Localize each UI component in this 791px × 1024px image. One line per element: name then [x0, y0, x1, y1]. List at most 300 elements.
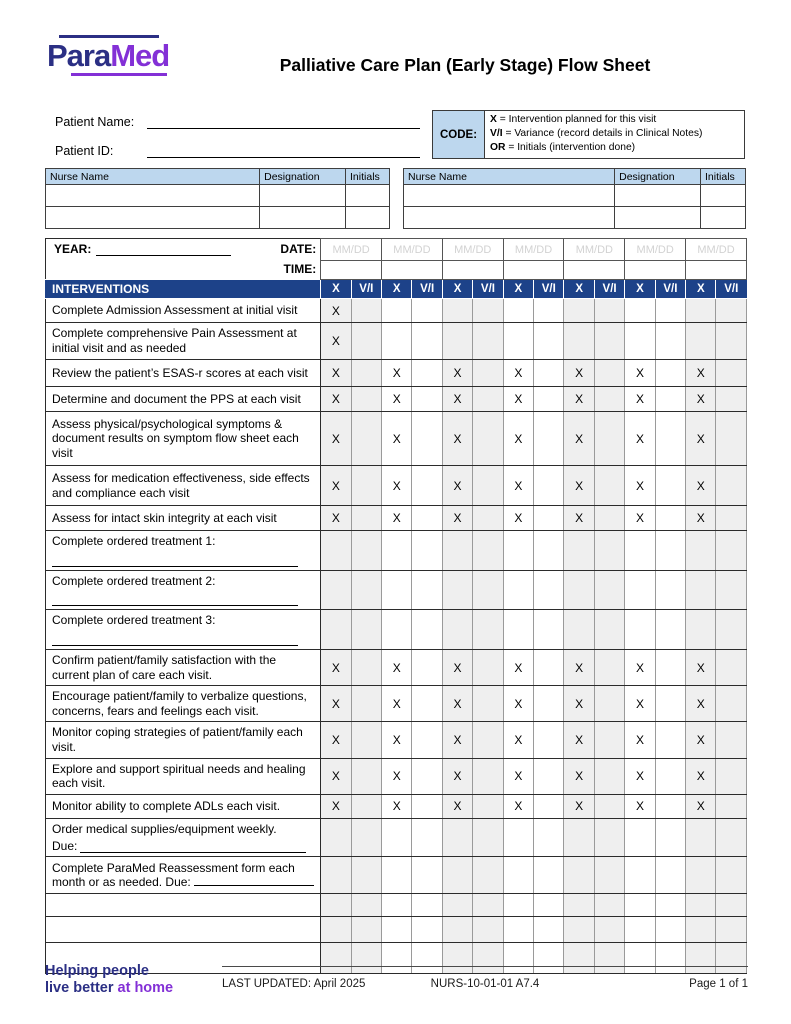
- visit-vi-cell[interactable]: [594, 794, 624, 818]
- visit-vi-cell[interactable]: [412, 894, 442, 917]
- visit-x-cell[interactable]: X: [382, 649, 412, 685]
- visit-x-cell[interactable]: X: [625, 794, 655, 818]
- due-date-field[interactable]: [80, 841, 306, 853]
- visit-vi-cell[interactable]: [534, 857, 564, 894]
- visit-x-cell[interactable]: [382, 299, 412, 323]
- visit-vi-cell[interactable]: [594, 722, 624, 758]
- visit-vi-cell[interactable]: [655, 610, 685, 650]
- visit-x-cell[interactable]: [382, 857, 412, 894]
- visit-vi-cell[interactable]: [412, 323, 442, 360]
- visit-date-field[interactable]: MM/DD: [382, 239, 443, 261]
- visit-x-cell[interactable]: X: [382, 466, 412, 506]
- visit-vi-cell[interactable]: [412, 818, 442, 856]
- visit-vi-cell[interactable]: [473, 387, 503, 412]
- visit-vi-cell[interactable]: [716, 531, 747, 571]
- visit-vi-cell[interactable]: [412, 649, 442, 685]
- visit-x-cell[interactable]: [625, 570, 655, 610]
- visit-x-cell[interactable]: X: [564, 722, 594, 758]
- visit-x-cell[interactable]: [382, 818, 412, 856]
- visit-vi-cell[interactable]: [716, 412, 747, 466]
- visit-x-cell[interactable]: [686, 894, 716, 917]
- visit-vi-cell[interactable]: [534, 794, 564, 818]
- visit-x-cell[interactable]: [625, 323, 655, 360]
- visit-vi-cell[interactable]: [655, 412, 685, 466]
- visit-vi-cell[interactable]: [412, 686, 442, 722]
- visit-vi-cell[interactable]: [594, 323, 624, 360]
- visit-x-cell[interactable]: [625, 531, 655, 571]
- visit-vi-cell[interactable]: [594, 506, 624, 531]
- visit-vi-cell[interactable]: [534, 818, 564, 856]
- visit-vi-cell[interactable]: [473, 466, 503, 506]
- visit-x-cell[interactable]: [686, 943, 716, 974]
- visit-x-cell[interactable]: [442, 570, 472, 610]
- visit-vi-cell[interactable]: [351, 506, 381, 531]
- visit-vi-cell[interactable]: [534, 917, 564, 943]
- visit-x-cell[interactable]: X: [625, 722, 655, 758]
- visit-x-cell[interactable]: X: [564, 686, 594, 722]
- visit-vi-cell[interactable]: [534, 610, 564, 650]
- visit-vi-cell[interactable]: [412, 943, 442, 974]
- visit-vi-cell[interactable]: [534, 299, 564, 323]
- visit-x-cell[interactable]: X: [503, 794, 533, 818]
- visit-vi-cell[interactable]: [473, 360, 503, 387]
- visit-x-cell[interactable]: [503, 299, 533, 323]
- visit-x-cell[interactable]: [442, 299, 472, 323]
- visit-vi-cell[interactable]: [412, 387, 442, 412]
- visit-x-cell[interactable]: [564, 610, 594, 650]
- visit-x-cell[interactable]: X: [625, 412, 655, 466]
- visit-vi-cell[interactable]: [594, 610, 624, 650]
- visit-vi-cell[interactable]: [534, 531, 564, 571]
- visit-vi-cell[interactable]: [473, 818, 503, 856]
- visit-x-cell[interactable]: X: [686, 466, 716, 506]
- visit-x-cell[interactable]: X: [564, 649, 594, 685]
- visit-vi-cell[interactable]: [594, 570, 624, 610]
- visit-vi-cell[interactable]: [716, 506, 747, 531]
- visit-vi-cell[interactable]: [351, 466, 381, 506]
- visit-x-cell[interactable]: [382, 531, 412, 571]
- visit-x-cell[interactable]: [503, 610, 533, 650]
- visit-x-cell[interactable]: [503, 323, 533, 360]
- visit-x-cell[interactable]: X: [321, 412, 351, 466]
- visit-x-cell[interactable]: X: [321, 649, 351, 685]
- visit-x-cell[interactable]: [564, 531, 594, 571]
- visit-vi-cell[interactable]: [473, 686, 503, 722]
- visit-x-cell[interactable]: X: [686, 686, 716, 722]
- visit-x-cell[interactable]: [503, 917, 533, 943]
- visit-vi-cell[interactable]: [473, 943, 503, 974]
- visit-vi-cell[interactable]: [534, 686, 564, 722]
- visit-x-cell[interactable]: X: [442, 506, 472, 531]
- visit-x-cell[interactable]: X: [442, 360, 472, 387]
- visit-vi-cell[interactable]: [473, 857, 503, 894]
- visit-vi-cell[interactable]: [351, 758, 381, 794]
- visit-vi-cell[interactable]: [716, 857, 747, 894]
- visit-vi-cell[interactable]: [534, 722, 564, 758]
- visit-date-field[interactable]: MM/DD: [503, 239, 564, 261]
- visit-x-cell[interactable]: X: [686, 722, 716, 758]
- visit-vi-cell[interactable]: [351, 686, 381, 722]
- visit-vi-cell[interactable]: [473, 758, 503, 794]
- visit-x-cell[interactable]: X: [564, 360, 594, 387]
- visit-x-cell[interactable]: X: [564, 387, 594, 412]
- visit-vi-cell[interactable]: [655, 686, 685, 722]
- visit-date-field[interactable]: MM/DD: [686, 239, 747, 261]
- visit-vi-cell[interactable]: [594, 412, 624, 466]
- visit-x-cell[interactable]: X: [564, 506, 594, 531]
- visit-vi-cell[interactable]: [534, 387, 564, 412]
- visit-vi-cell[interactable]: [412, 917, 442, 943]
- visit-x-cell[interactable]: [503, 531, 533, 571]
- visit-x-cell[interactable]: X: [321, 722, 351, 758]
- visit-vi-cell[interactable]: [412, 412, 442, 466]
- nurse-entry-cell[interactable]: [615, 207, 701, 229]
- visit-time-field[interactable]: [382, 261, 443, 280]
- visit-x-cell[interactable]: X: [442, 722, 472, 758]
- visit-vi-cell[interactable]: [716, 570, 747, 610]
- visit-vi-cell[interactable]: [351, 649, 381, 685]
- nurse-entry-cell[interactable]: [260, 185, 346, 207]
- visit-x-cell[interactable]: [564, 323, 594, 360]
- visit-vi-cell[interactable]: [716, 610, 747, 650]
- visit-x-cell[interactable]: X: [503, 686, 533, 722]
- nurse-entry-cell[interactable]: [404, 207, 615, 229]
- visit-time-field[interactable]: [686, 261, 747, 280]
- visit-x-cell[interactable]: [442, 894, 472, 917]
- visit-vi-cell[interactable]: [655, 649, 685, 685]
- visit-vi-cell[interactable]: [473, 506, 503, 531]
- visit-vi-cell[interactable]: [655, 531, 685, 571]
- patient-id-field[interactable]: [147, 142, 420, 158]
- visit-vi-cell[interactable]: [351, 857, 381, 894]
- visit-vi-cell[interactable]: [351, 943, 381, 974]
- visit-x-cell[interactable]: X: [686, 794, 716, 818]
- visit-vi-cell[interactable]: [473, 299, 503, 323]
- visit-x-cell[interactable]: X: [442, 466, 472, 506]
- visit-vi-cell[interactable]: [655, 360, 685, 387]
- visit-vi-cell[interactable]: [351, 360, 381, 387]
- visit-x-cell[interactable]: [686, 323, 716, 360]
- visit-vi-cell[interactable]: [655, 387, 685, 412]
- nurse-entry-cell[interactable]: [346, 207, 390, 229]
- visit-x-cell[interactable]: X: [625, 387, 655, 412]
- visit-vi-cell[interactable]: [594, 649, 624, 685]
- visit-x-cell[interactable]: [321, 818, 351, 856]
- visit-vi-cell[interactable]: [534, 360, 564, 387]
- visit-x-cell[interactable]: X: [686, 649, 716, 685]
- visit-x-cell[interactable]: X: [686, 412, 716, 466]
- visit-vi-cell[interactable]: [716, 722, 747, 758]
- visit-x-cell[interactable]: X: [442, 794, 472, 818]
- visit-vi-cell[interactable]: [412, 722, 442, 758]
- visit-vi-cell[interactable]: [716, 894, 747, 917]
- visit-x-cell[interactable]: X: [442, 412, 472, 466]
- visit-vi-cell[interactable]: [594, 758, 624, 794]
- visit-vi-cell[interactable]: [594, 466, 624, 506]
- visit-date-field[interactable]: MM/DD: [321, 239, 382, 261]
- visit-vi-cell[interactable]: [594, 943, 624, 974]
- visit-x-cell[interactable]: X: [686, 387, 716, 412]
- visit-x-cell[interactable]: [382, 894, 412, 917]
- visit-x-cell[interactable]: [321, 610, 351, 650]
- visit-vi-cell[interactable]: [473, 412, 503, 466]
- visit-vi-cell[interactable]: [594, 857, 624, 894]
- visit-x-cell[interactable]: [382, 610, 412, 650]
- visit-x-cell[interactable]: X: [382, 722, 412, 758]
- visit-vi-cell[interactable]: [534, 758, 564, 794]
- visit-vi-cell[interactable]: [655, 570, 685, 610]
- nurse-entry-cell[interactable]: [701, 185, 746, 207]
- visit-vi-cell[interactable]: [351, 794, 381, 818]
- visit-vi-cell[interactable]: [534, 649, 564, 685]
- visit-x-cell[interactable]: X: [442, 758, 472, 794]
- visit-x-cell[interactable]: [564, 943, 594, 974]
- visit-x-cell[interactable]: [442, 531, 472, 571]
- visit-vi-cell[interactable]: [351, 323, 381, 360]
- visit-x-cell[interactable]: [442, 818, 472, 856]
- visit-vi-cell[interactable]: [534, 412, 564, 466]
- visit-vi-cell[interactable]: [655, 894, 685, 917]
- visit-x-cell[interactable]: [686, 917, 716, 943]
- visit-x-cell[interactable]: X: [564, 412, 594, 466]
- visit-vi-cell[interactable]: [655, 818, 685, 856]
- visit-vi-cell[interactable]: [473, 649, 503, 685]
- visit-vi-cell[interactable]: [594, 299, 624, 323]
- visit-x-cell[interactable]: [625, 943, 655, 974]
- visit-vi-cell[interactable]: [351, 412, 381, 466]
- visit-x-cell[interactable]: X: [382, 758, 412, 794]
- visit-time-field[interactable]: [503, 261, 564, 280]
- nurse-entry-cell[interactable]: [701, 207, 746, 229]
- visit-vi-cell[interactable]: [716, 686, 747, 722]
- visit-x-cell[interactable]: X: [442, 686, 472, 722]
- year-field[interactable]: [96, 242, 231, 256]
- visit-x-cell[interactable]: [321, 943, 351, 974]
- visit-x-cell[interactable]: [564, 570, 594, 610]
- visit-x-cell[interactable]: X: [503, 412, 533, 466]
- visit-vi-cell[interactable]: [412, 299, 442, 323]
- visit-x-cell[interactable]: X: [321, 299, 351, 323]
- visit-x-cell[interactable]: X: [442, 649, 472, 685]
- visit-x-cell[interactable]: [442, 857, 472, 894]
- visit-vi-cell[interactable]: [655, 722, 685, 758]
- visit-time-field[interactable]: [625, 261, 686, 280]
- visit-x-cell[interactable]: [442, 610, 472, 650]
- visit-x-cell[interactable]: [382, 570, 412, 610]
- visit-x-cell[interactable]: X: [625, 649, 655, 685]
- visit-x-cell[interactable]: [442, 917, 472, 943]
- visit-x-cell[interactable]: X: [503, 466, 533, 506]
- visit-vi-cell[interactable]: [716, 323, 747, 360]
- visit-vi-cell[interactable]: [594, 917, 624, 943]
- visit-x-cell[interactable]: X: [382, 794, 412, 818]
- visit-x-cell[interactable]: [625, 894, 655, 917]
- visit-x-cell[interactable]: [625, 917, 655, 943]
- visit-vi-cell[interactable]: [716, 649, 747, 685]
- visit-vi-cell[interactable]: [594, 686, 624, 722]
- visit-vi-cell[interactable]: [655, 758, 685, 794]
- visit-x-cell[interactable]: X: [321, 466, 351, 506]
- visit-vi-cell[interactable]: [351, 722, 381, 758]
- visit-date-field[interactable]: MM/DD: [625, 239, 686, 261]
- visit-x-cell[interactable]: X: [321, 360, 351, 387]
- visit-x-cell[interactable]: [382, 943, 412, 974]
- visit-vi-cell[interactable]: [473, 722, 503, 758]
- visit-vi-cell[interactable]: [412, 794, 442, 818]
- visit-vi-cell[interactable]: [351, 818, 381, 856]
- visit-x-cell[interactable]: [625, 857, 655, 894]
- visit-x-cell[interactable]: X: [321, 387, 351, 412]
- visit-x-cell[interactable]: X: [503, 649, 533, 685]
- visit-x-cell[interactable]: [503, 570, 533, 610]
- visit-x-cell[interactable]: X: [321, 323, 351, 360]
- visit-vi-cell[interactable]: [655, 299, 685, 323]
- visit-x-cell[interactable]: [686, 610, 716, 650]
- visit-x-cell[interactable]: [382, 323, 412, 360]
- visit-vi-cell[interactable]: [473, 610, 503, 650]
- visit-x-cell[interactable]: [686, 299, 716, 323]
- visit-vi-cell[interactable]: [716, 794, 747, 818]
- visit-x-cell[interactable]: [625, 818, 655, 856]
- visit-vi-cell[interactable]: [473, 794, 503, 818]
- visit-x-cell[interactable]: X: [686, 506, 716, 531]
- visit-x-cell[interactable]: X: [321, 506, 351, 531]
- nurse-entry-cell[interactable]: [346, 185, 390, 207]
- visit-x-cell[interactable]: X: [442, 387, 472, 412]
- visit-x-cell[interactable]: X: [564, 794, 594, 818]
- visit-x-cell[interactable]: [321, 917, 351, 943]
- visit-vi-cell[interactable]: [412, 466, 442, 506]
- visit-x-cell[interactable]: [503, 818, 533, 856]
- visit-x-cell[interactable]: X: [503, 387, 533, 412]
- visit-x-cell[interactable]: [625, 299, 655, 323]
- visit-x-cell[interactable]: X: [382, 360, 412, 387]
- due-date-field[interactable]: [194, 875, 314, 886]
- visit-vi-cell[interactable]: [412, 570, 442, 610]
- visit-vi-cell[interactable]: [716, 943, 747, 974]
- nurse-entry-cell[interactable]: [260, 207, 346, 229]
- visit-x-cell[interactable]: [564, 857, 594, 894]
- visit-vi-cell[interactable]: [655, 917, 685, 943]
- nurse-entry-cell[interactable]: [404, 185, 615, 207]
- visit-vi-cell[interactable]: [473, 894, 503, 917]
- visit-vi-cell[interactable]: [534, 323, 564, 360]
- visit-x-cell[interactable]: [321, 894, 351, 917]
- visit-vi-cell[interactable]: [412, 857, 442, 894]
- visit-x-cell[interactable]: X: [503, 506, 533, 531]
- visit-vi-cell[interactable]: [655, 323, 685, 360]
- visit-vi-cell[interactable]: [594, 894, 624, 917]
- visit-vi-cell[interactable]: [534, 894, 564, 917]
- visit-x-cell[interactable]: X: [503, 722, 533, 758]
- visit-x-cell[interactable]: X: [686, 360, 716, 387]
- visit-x-cell[interactable]: [625, 610, 655, 650]
- visit-x-cell[interactable]: [686, 570, 716, 610]
- visit-vi-cell[interactable]: [594, 360, 624, 387]
- visit-vi-cell[interactable]: [534, 506, 564, 531]
- visit-vi-cell[interactable]: [351, 917, 381, 943]
- visit-vi-cell[interactable]: [412, 610, 442, 650]
- visit-time-field[interactable]: [321, 261, 382, 280]
- visit-x-cell[interactable]: [564, 917, 594, 943]
- visit-vi-cell[interactable]: [716, 299, 747, 323]
- visit-x-cell[interactable]: [686, 857, 716, 894]
- visit-vi-cell[interactable]: [655, 466, 685, 506]
- visit-x-cell[interactable]: [564, 299, 594, 323]
- visit-vi-cell[interactable]: [473, 531, 503, 571]
- visit-vi-cell[interactable]: [473, 917, 503, 943]
- visit-vi-cell[interactable]: [412, 531, 442, 571]
- visit-x-cell[interactable]: [442, 323, 472, 360]
- visit-x-cell[interactable]: X: [625, 466, 655, 506]
- visit-x-cell[interactable]: X: [382, 506, 412, 531]
- visit-x-cell[interactable]: [564, 818, 594, 856]
- patient-name-field[interactable]: [147, 113, 420, 129]
- visit-vi-cell[interactable]: [716, 758, 747, 794]
- treatment-blank-field[interactable]: [52, 594, 298, 606]
- visit-vi-cell[interactable]: [351, 570, 381, 610]
- treatment-blank-field[interactable]: [52, 634, 298, 646]
- visit-vi-cell[interactable]: [716, 917, 747, 943]
- visit-x-cell[interactable]: [321, 570, 351, 610]
- nurse-entry-cell[interactable]: [46, 207, 260, 229]
- visit-vi-cell[interactable]: [716, 818, 747, 856]
- visit-vi-cell[interactable]: [473, 570, 503, 610]
- visit-x-cell[interactable]: X: [503, 758, 533, 794]
- visit-x-cell[interactable]: [686, 531, 716, 571]
- visit-vi-cell[interactable]: [473, 323, 503, 360]
- visit-x-cell[interactable]: X: [625, 686, 655, 722]
- treatment-blank-field[interactable]: [52, 555, 298, 567]
- visit-vi-cell[interactable]: [716, 466, 747, 506]
- visit-vi-cell[interactable]: [534, 466, 564, 506]
- visit-vi-cell[interactable]: [534, 943, 564, 974]
- visit-vi-cell[interactable]: [655, 857, 685, 894]
- visit-x-cell[interactable]: X: [564, 758, 594, 794]
- visit-x-cell[interactable]: X: [625, 758, 655, 794]
- visit-vi-cell[interactable]: [351, 894, 381, 917]
- visit-time-field[interactable]: [442, 261, 503, 280]
- visit-x-cell[interactable]: X: [382, 387, 412, 412]
- visit-vi-cell[interactable]: [594, 387, 624, 412]
- visit-vi-cell[interactable]: [655, 794, 685, 818]
- visit-x-cell[interactable]: X: [564, 466, 594, 506]
- visit-x-cell[interactable]: [503, 943, 533, 974]
- visit-vi-cell[interactable]: [412, 506, 442, 531]
- visit-x-cell[interactable]: [442, 943, 472, 974]
- visit-vi-cell[interactable]: [716, 360, 747, 387]
- visit-x-cell[interactable]: [503, 857, 533, 894]
- visit-x-cell[interactable]: [321, 531, 351, 571]
- visit-x-cell[interactable]: [321, 857, 351, 894]
- visit-x-cell[interactable]: [382, 917, 412, 943]
- visit-x-cell[interactable]: [564, 894, 594, 917]
- visit-x-cell[interactable]: X: [321, 686, 351, 722]
- visit-x-cell[interactable]: X: [321, 794, 351, 818]
- visit-date-field[interactable]: MM/DD: [564, 239, 625, 261]
- visit-vi-cell[interactable]: [351, 531, 381, 571]
- visit-x-cell[interactable]: X: [382, 686, 412, 722]
- visit-vi-cell[interactable]: [594, 531, 624, 571]
- visit-date-field[interactable]: MM/DD: [442, 239, 503, 261]
- visit-x-cell[interactable]: [686, 818, 716, 856]
- visit-vi-cell[interactable]: [351, 299, 381, 323]
- visit-x-cell[interactable]: [503, 894, 533, 917]
- visit-x-cell[interactable]: X: [625, 360, 655, 387]
- nurse-entry-cell[interactable]: [615, 185, 701, 207]
- visit-time-field[interactable]: [564, 261, 625, 280]
- visit-vi-cell[interactable]: [412, 360, 442, 387]
